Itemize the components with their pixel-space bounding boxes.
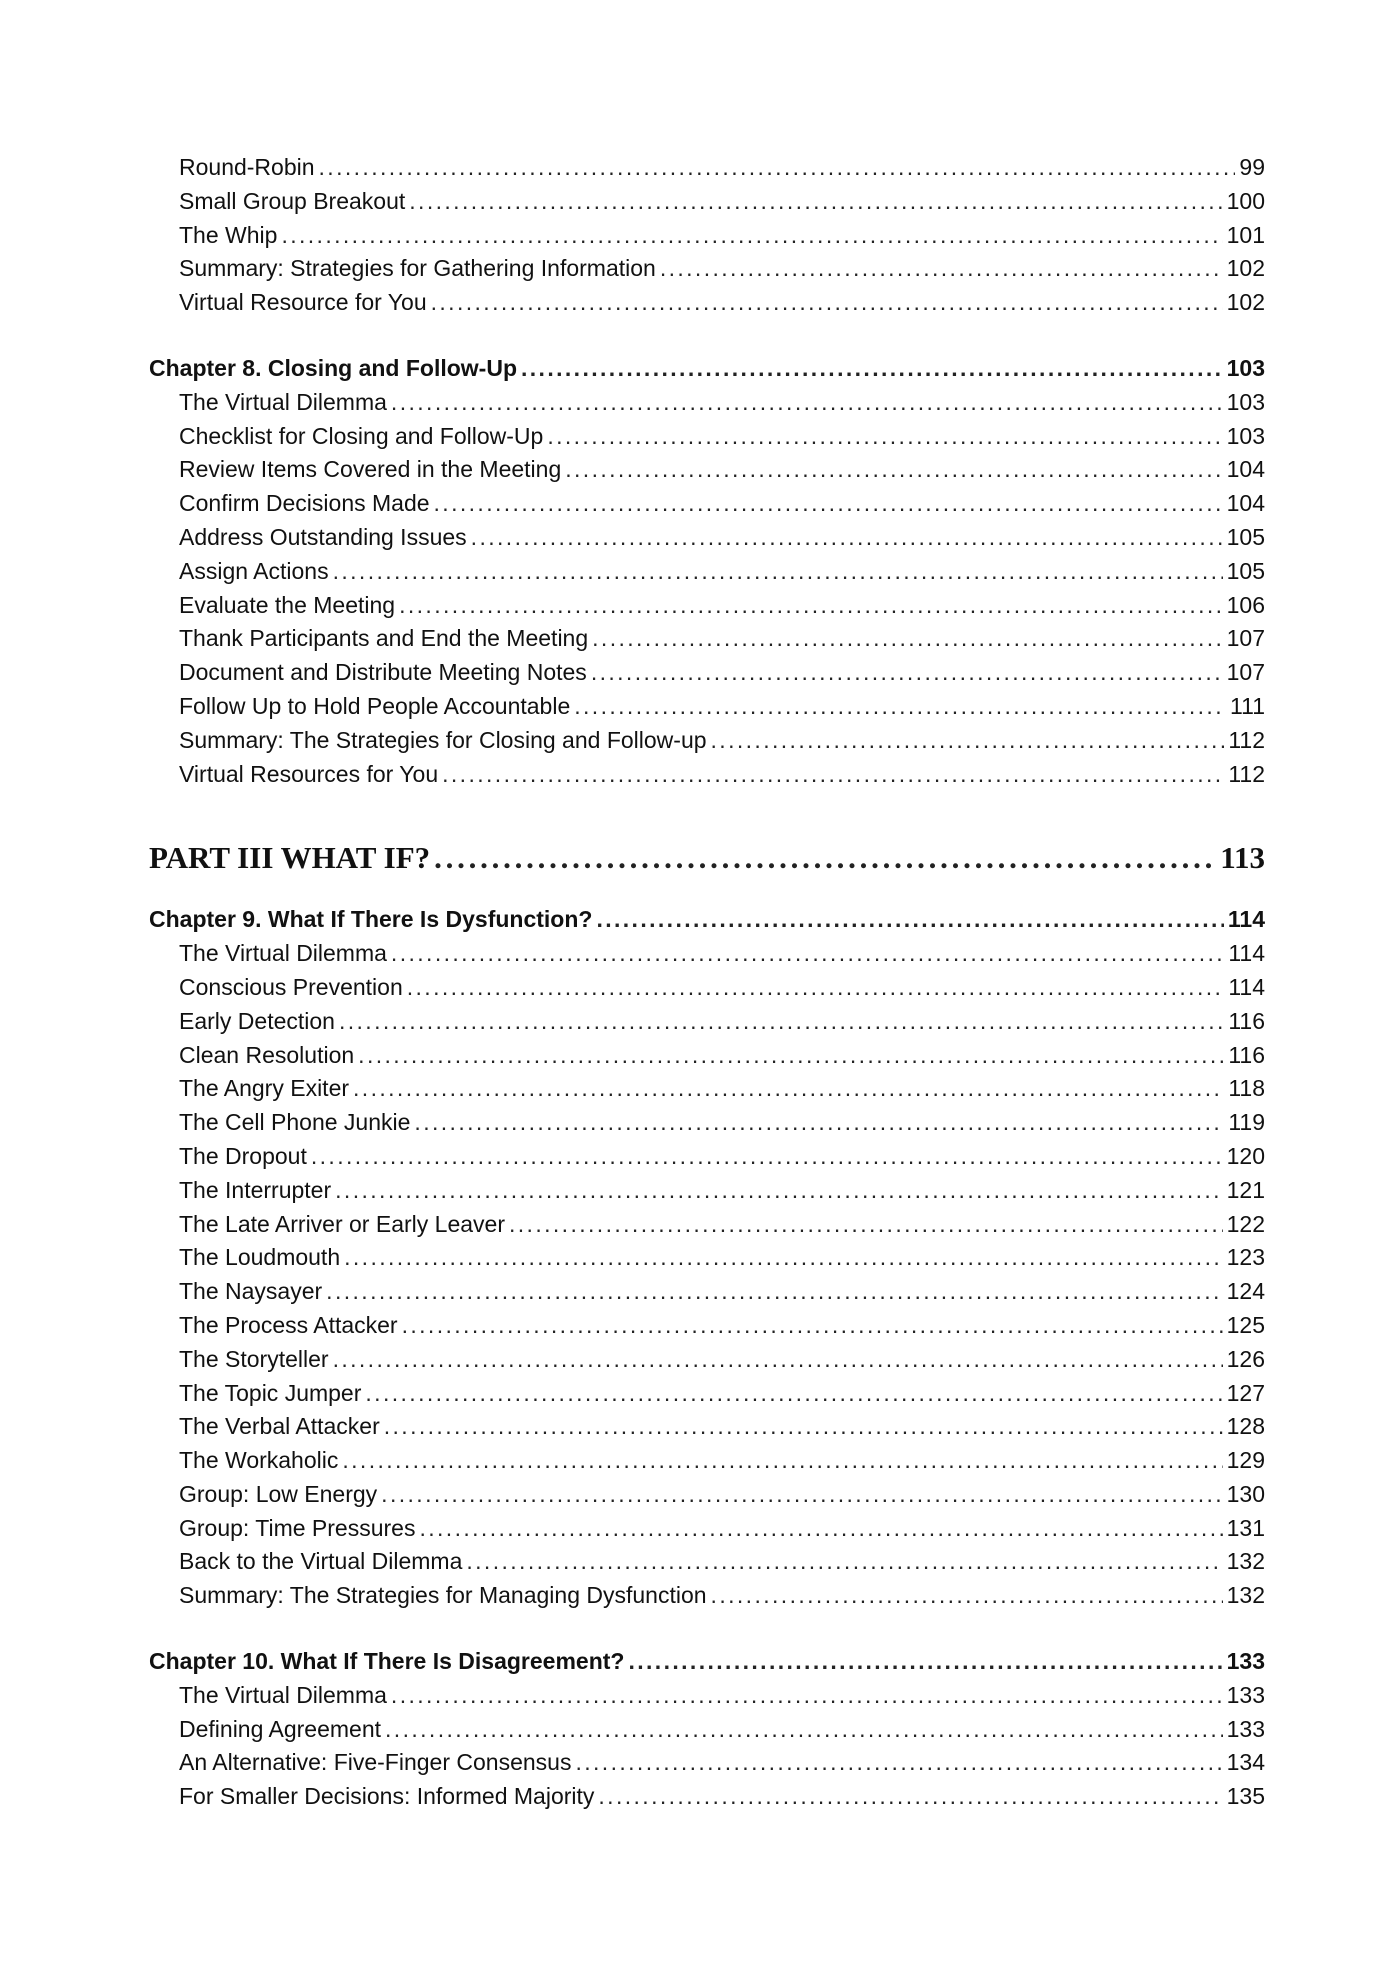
toc-page-number: 127 (1226, 1379, 1265, 1406)
dot-leader (339, 1005, 1224, 1039)
dot-leader (407, 971, 1225, 1005)
toc-entry-label: Small Group Breakout (179, 187, 406, 214)
dot-leader (353, 1072, 1224, 1106)
toc-page-number: 131 (1226, 1514, 1265, 1541)
toc-page-number: 129 (1226, 1447, 1265, 1474)
dot-leader (409, 185, 1222, 219)
dot-leader (358, 1039, 1224, 1073)
toc-page-number: 119 (1228, 1109, 1265, 1136)
dot-leader (431, 286, 1223, 320)
toc-entry[interactable] (149, 971, 1265, 1005)
toc-entry-label: Evaluate the Meeting (179, 591, 396, 618)
dot-leader (391, 937, 1224, 971)
dot-leader (628, 1645, 1222, 1679)
dot-leader (326, 1275, 1222, 1309)
dot-leader (402, 1309, 1223, 1343)
dot-leader (442, 758, 1224, 792)
toc-page-number: 103 (1226, 422, 1265, 449)
dot-leader (466, 1545, 1222, 1579)
toc-page-number: 103 (1226, 354, 1265, 381)
toc-entry-label: The Angry Exiter (179, 1075, 350, 1102)
toc-entry[interactable] (149, 1140, 1265, 1174)
toc-entry[interactable] (149, 1072, 1265, 1106)
dot-leader (434, 835, 1216, 881)
dot-leader (660, 252, 1223, 286)
dot-leader (311, 1140, 1223, 1174)
spacer (149, 320, 1265, 352)
dot-leader (574, 690, 1226, 724)
toc-entry[interactable] (149, 1679, 1265, 1713)
toc-entry-label: PART III WHAT IF? (149, 840, 431, 876)
toc-entry-label: The Storyteller (179, 1345, 329, 1372)
dot-leader (333, 1343, 1223, 1377)
toc-entry-label: Group: Time Pressures (179, 1514, 416, 1541)
toc-page-number: 116 (1228, 1041, 1265, 1068)
toc-page-number: 133 (1226, 1648, 1265, 1675)
toc-page-number: 121 (1226, 1176, 1265, 1203)
toc-page-number: 101 (1226, 221, 1265, 248)
dot-leader (384, 1410, 1223, 1444)
toc-entry[interactable] (149, 1039, 1265, 1073)
dot-leader (399, 589, 1223, 623)
dot-leader (711, 724, 1225, 758)
dot-leader (419, 1512, 1222, 1546)
toc-entry[interactable] (149, 1410, 1265, 1444)
toc-entry[interactable] (149, 1174, 1265, 1208)
toc-page-number: 126 (1226, 1345, 1265, 1372)
toc-entry-label: Conscious Prevention (179, 973, 403, 1000)
toc-page-number: 104 (1226, 456, 1265, 483)
toc-entry-label: The Topic Jumper (179, 1379, 362, 1406)
toc-entry-label: The Virtual Dilemma (179, 1681, 387, 1708)
toc-entry[interactable] (149, 487, 1265, 521)
toc-page-number: 133 (1226, 1681, 1265, 1708)
toc-page-number: 130 (1226, 1480, 1265, 1507)
toc-page-number: 134 (1226, 1749, 1265, 1776)
toc-chapter-heading[interactable] (149, 352, 1265, 386)
toc-entry-label: Summary: The Strategies for Closing and Follow-up (179, 726, 707, 753)
dot-leader (711, 1579, 1223, 1613)
toc-entry[interactable] (149, 937, 1265, 971)
toc-page-number: 99 (1239, 154, 1265, 180)
dot-leader (381, 1478, 1222, 1512)
dot-leader (385, 1713, 1223, 1747)
dot-leader (333, 555, 1223, 589)
toc-entry[interactable] (149, 589, 1265, 623)
toc-entry-label: Defining Agreement (179, 1715, 382, 1742)
toc-page-number: 132 (1226, 1582, 1265, 1609)
toc-page-number: 133 (1226, 1715, 1265, 1742)
toc-entry[interactable] (149, 1343, 1265, 1377)
toc-entry-label: Round-Robin (179, 154, 315, 180)
toc-page-number: 114 (1227, 906, 1265, 933)
toc-entry[interactable] (149, 1309, 1265, 1343)
dot-leader (547, 420, 1222, 454)
toc-entry[interactable] (149, 286, 1265, 320)
toc-entry-label: Chapter 9. What If There Is Dysfunction? (149, 906, 593, 933)
dot-leader (521, 352, 1223, 386)
toc-entry-label: Review Items Covered in the Meeting (179, 456, 562, 483)
dot-leader (509, 1208, 1223, 1242)
toc-page-number: 128 (1226, 1413, 1265, 1440)
toc-entry[interactable] (149, 1241, 1265, 1275)
dot-leader (342, 1444, 1222, 1478)
toc-entry-label: Early Detection (179, 1007, 335, 1034)
toc-entry-label: Document and Distribute Meeting Notes (179, 659, 587, 686)
toc-entry-label: The Whip (179, 221, 278, 248)
toc-entry-label: Virtual Resources for You (179, 760, 439, 787)
dot-leader (598, 1780, 1222, 1814)
toc-entry-label: The Naysayer (179, 1278, 323, 1305)
toc-entry[interactable] (149, 1780, 1265, 1814)
table-of-contents (149, 151, 1265, 1814)
toc-entry-label: Address Outstanding Issues (179, 523, 467, 550)
toc-entry[interactable] (149, 1208, 1265, 1242)
toc-entry[interactable] (149, 724, 1265, 758)
toc-page-number: 105 (1226, 523, 1265, 550)
toc-entry-label: Chapter 10. What If There Is Disagreement? (149, 1648, 625, 1675)
toc-entry[interactable] (149, 185, 1265, 219)
toc-entry-label: For Smaller Decisions: Informed Majority (179, 1783, 595, 1810)
toc-entry-label: The Verbal Attacker (179, 1413, 380, 1440)
toc-entry-label: The Process Attacker (179, 1311, 398, 1338)
toc-entry[interactable] (149, 555, 1265, 589)
toc-entry[interactable] (149, 252, 1265, 286)
toc-page-number: 135 (1226, 1783, 1265, 1810)
toc-page-number: 113 (1220, 840, 1265, 876)
toc-entry-label: Assign Actions (179, 557, 329, 584)
toc-entry-label: Virtual Resource for You (179, 289, 427, 316)
toc-page-number: 114 (1228, 940, 1265, 967)
toc-entry-label: The Virtual Dilemma (179, 940, 387, 967)
dot-leader (391, 386, 1223, 420)
toc-entry[interactable] (149, 1545, 1265, 1579)
toc-entry[interactable] (149, 690, 1265, 724)
toc-page-number: 100 (1226, 187, 1265, 214)
dot-leader (344, 1241, 1223, 1275)
toc-entry-label: An Alternative: Five-Finger Consensus (179, 1749, 572, 1776)
toc-page-number: 102 (1226, 289, 1265, 316)
toc-page-number: 102 (1226, 255, 1265, 282)
dot-leader (434, 487, 1223, 521)
dot-leader (575, 1746, 1222, 1780)
toc-entry-label: The Cell Phone Junkie (179, 1109, 411, 1136)
toc-page-number: 106 (1226, 591, 1265, 618)
toc-entry-label: Confirm Decisions Made (179, 490, 430, 517)
toc-page-number: 103 (1226, 388, 1265, 415)
dot-leader (281, 219, 1222, 253)
toc-entry-label: The Virtual Dilemma (179, 388, 387, 415)
toc-entry[interactable] (149, 521, 1265, 555)
toc-entry[interactable] (149, 1746, 1265, 1780)
toc-page-number: 105 (1226, 557, 1265, 584)
spacer (149, 791, 1265, 835)
spacer (149, 881, 1265, 903)
toc-page-number: 112 (1228, 726, 1265, 753)
dot-leader (596, 903, 1223, 937)
toc-entry-label: The Interrupter (179, 1176, 332, 1203)
toc-entry[interactable] (149, 758, 1265, 792)
toc-entry[interactable] (149, 1579, 1265, 1613)
toc-page-number: 123 (1226, 1244, 1265, 1271)
toc-entry[interactable] (149, 219, 1265, 253)
toc-entry[interactable] (149, 656, 1265, 690)
toc-entry[interactable] (149, 1713, 1265, 1747)
toc-page-number: 118 (1228, 1075, 1265, 1102)
toc-entry-label: Clean Resolution (179, 1041, 355, 1068)
toc-page-number: 107 (1226, 625, 1265, 652)
toc-entry[interactable] (149, 1275, 1265, 1309)
dot-leader (391, 1679, 1223, 1713)
toc-entry-label: Back to the Virtual Dilemma (179, 1548, 463, 1575)
toc-page-number: 112 (1228, 760, 1265, 787)
toc-chapter-heading[interactable] (149, 903, 1265, 937)
toc-entry[interactable] (149, 420, 1265, 454)
toc-entry-label: The Late Arriver or Early Leaver (179, 1210, 505, 1237)
toc-page-number: 122 (1226, 1210, 1265, 1237)
toc-entry-label: Group: Low Energy (179, 1480, 378, 1507)
dot-leader (471, 521, 1223, 555)
dot-leader (365, 1377, 1222, 1411)
toc-chapter-heading[interactable] (149, 1645, 1265, 1679)
toc-entry-label: The Dropout (179, 1142, 307, 1169)
dot-leader (319, 151, 1236, 185)
toc-entry[interactable] (149, 1444, 1265, 1478)
toc-entry-label: The Loudmouth (179, 1244, 341, 1271)
toc-page-number: 120 (1226, 1142, 1265, 1169)
toc-page-number: 132 (1226, 1548, 1265, 1575)
toc-page-number: 125 (1226, 1311, 1265, 1338)
toc-entry[interactable] (149, 1377, 1265, 1411)
toc-entry-label: Chapter 8. Closing and Follow-Up (149, 354, 517, 381)
dot-leader (592, 622, 1222, 656)
toc-page-number: 107 (1226, 659, 1265, 686)
toc-page-number: 114 (1228, 973, 1265, 1000)
toc-page-number: 111 (1230, 692, 1265, 719)
toc-entry-label: Checklist for Closing and Follow-Up (179, 422, 544, 449)
toc-entry[interactable] (149, 1005, 1265, 1039)
spacer (149, 1613, 1265, 1645)
toc-entry[interactable] (149, 386, 1265, 420)
toc-entry-label: Summary: The Strategies for Managing Dysfunction (179, 1582, 707, 1609)
toc-entry[interactable] (149, 1512, 1265, 1546)
toc-part-heading[interactable] (149, 835, 1265, 881)
toc-entry[interactable] (149, 1106, 1265, 1140)
dot-leader (591, 656, 1223, 690)
toc-entry-label: Thank Participants and End the Meeting (179, 625, 589, 652)
toc-page-number: 116 (1228, 1007, 1265, 1034)
dot-leader (565, 453, 1222, 487)
toc-entry-label: Follow Up to Hold People Accountable (179, 692, 571, 719)
dot-leader (414, 1106, 1224, 1140)
toc-entry[interactable] (149, 622, 1265, 656)
toc-entry[interactable] (149, 453, 1265, 487)
toc-entry[interactable] (149, 1478, 1265, 1512)
toc-page-number: 104 (1226, 490, 1265, 517)
toc-entry-label: The Workaholic (179, 1447, 339, 1474)
toc-entry-label: Summary: Strategies for Gathering Information (179, 255, 656, 282)
toc-entry[interactable] (149, 151, 1265, 185)
toc-page-number: 124 (1226, 1278, 1265, 1305)
dot-leader (335, 1174, 1222, 1208)
